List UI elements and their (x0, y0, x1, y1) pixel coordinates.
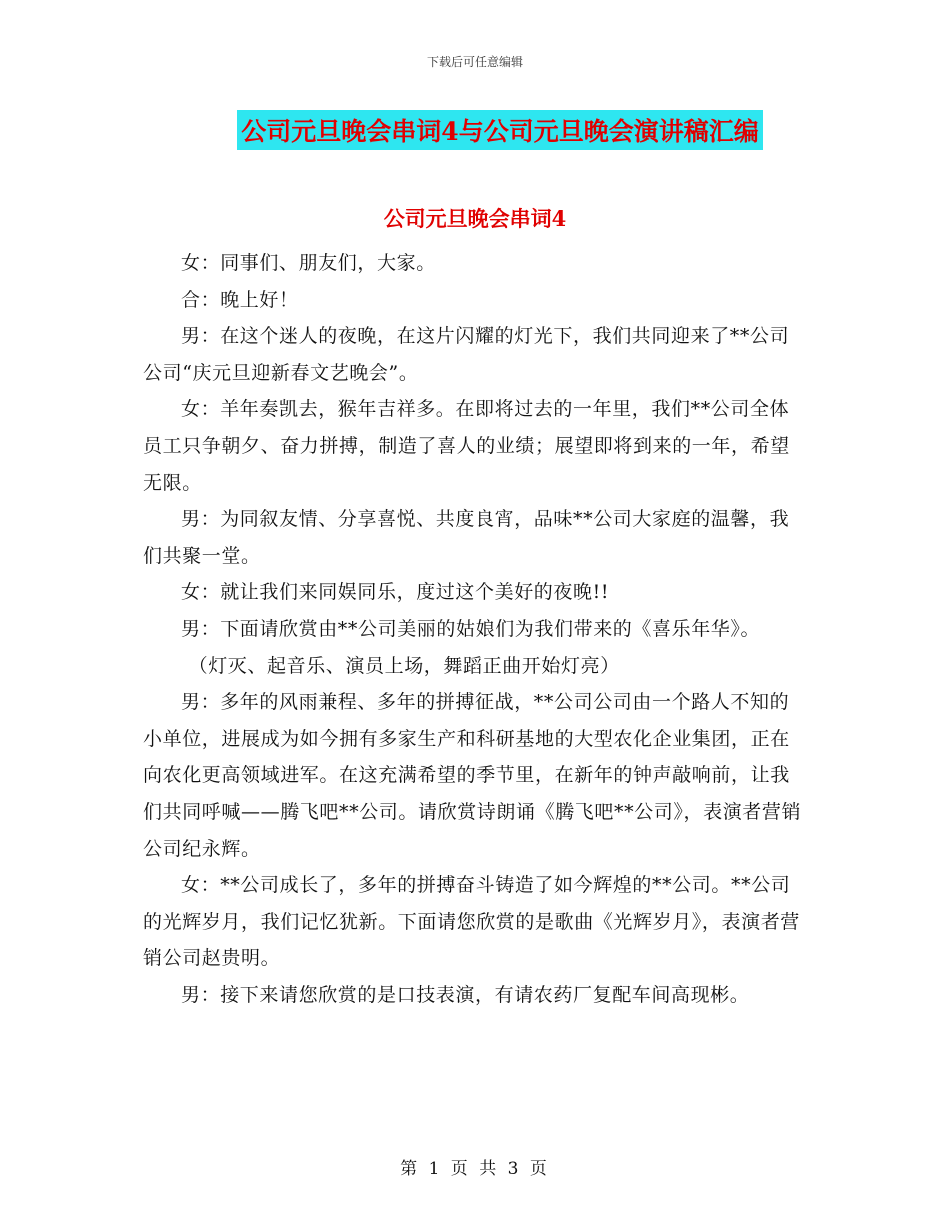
paragraph: 男：接下来请您欣赏的是口技表演，有请农药厂复配车间高现彬。 (181, 983, 750, 1006)
paragraph: 合：晚上好！ (181, 288, 299, 311)
paragraph: 男：在这个迷人的夜晚，在这片闪耀的灯光下，我们共同迎来了**公司公司“庆元旦迎新春文艺晚会”。 (143, 325, 790, 384)
page-number-footer: 第 1 页 共 3 页 (400, 1159, 550, 1179)
stage-direction: （灯灭、起音乐、演员上场，舞蹈正曲开始灯亮） (188, 654, 620, 677)
header-note: 下载后可任意编辑 (426, 55, 523, 69)
document-sub-title: 公司元旦晚会串词4 (383, 206, 567, 231)
document-main-title: 公司元旦晚会串词4与公司元旦晚会演讲稿汇编 (237, 110, 762, 150)
paragraph: 男：多年的风雨兼程、多年的拼搏征战，**公司公司由一个路人不知的小单位，进展成为如今拥有多家生产和科研基地的大型农化企业集团，正在向农化更高领域进军。在这充满希望的季节里，在新年的钟声敲响前，让我们共同呼喊——腾飞吧**公司。请欣赏诗朗诵《腾飞吧**公司》，表演者营销公司纪永辉。 (143, 691, 802, 860)
paragraph: 男：为同叙友情、分享喜悦、共度良宵，品味**公司大家庭的温馨，我们共聚一堂。 (143, 508, 790, 567)
paragraph: 女：同事们、朋友们，大家。 (181, 252, 436, 274)
paragraph: 女：羊年奏凯去，猴年吉祥多。在即将过去的一年里，我们**公司全体员工只争朝夕、奋力拼搏，制造了喜人的业绩；展望即将到来的一年，希望无限。 (143, 398, 790, 494)
main-title-wrap (0, 110, 950, 150)
paragraph: 女：就让我们来同娱同乐，度过这个美好的夜晚!! (181, 581, 610, 604)
paragraph: 女：**公司成长了，多年的拼搏奋斗铸造了如今辉煌的**公司。**公司的光辉岁月，我们记忆犹新。下面请您欣赏的是歌曲《光辉岁月》，表演者营销公司赵贵明。 (143, 874, 800, 970)
paragraph: 男：下面请欣赏由**公司美丽的姑娘们为我们带来的《喜乐年华》。 (181, 617, 761, 640)
document-body (143, 245, 803, 1013)
